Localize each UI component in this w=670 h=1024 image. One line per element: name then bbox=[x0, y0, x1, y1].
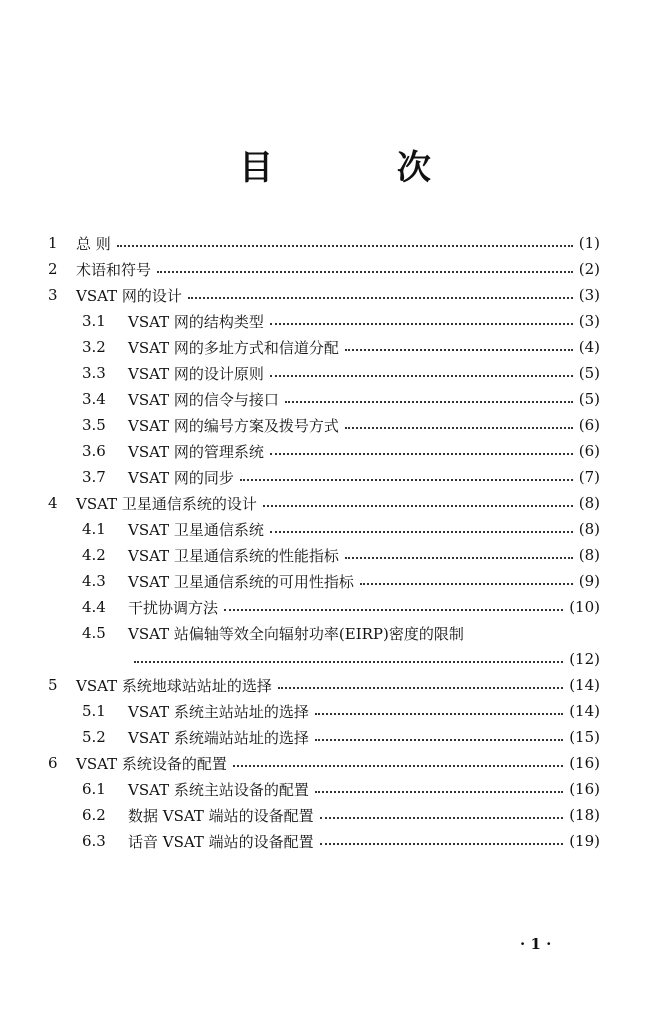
toc-entry bbox=[48, 828, 600, 854]
toc-entry-title: VSAT 网的结构类型 bbox=[128, 312, 264, 331]
toc-entry-title: 话音 VSAT 端站的设备配置 bbox=[128, 832, 314, 851]
toc-entry-page: (16) bbox=[569, 754, 600, 772]
toc-entry-title: VSAT 网的信令与接口 bbox=[128, 390, 279, 409]
dot-leader bbox=[233, 765, 563, 767]
toc-entry-title: VSAT 系统设备的配置 bbox=[76, 754, 227, 773]
toc-entry-number: 3.2 bbox=[82, 338, 106, 356]
toc-entry-title: VSAT 网的设计 bbox=[76, 286, 182, 305]
toc-entry-page: (19) bbox=[569, 832, 600, 850]
toc-entry-number: 4.5 bbox=[82, 624, 106, 642]
toc-entry bbox=[48, 464, 600, 490]
dot-leader bbox=[270, 453, 573, 455]
page-number: · 1 · bbox=[520, 935, 552, 953]
toc-entry-page: (12) bbox=[569, 650, 600, 668]
toc-entry-title: VSAT 网的编号方案及拨号方式 bbox=[128, 416, 339, 435]
toc-entry-title: VSAT 卫星通信系统 bbox=[128, 520, 264, 539]
toc-entry-number: 4.4 bbox=[82, 598, 106, 616]
toc-entry-number: 5 bbox=[48, 676, 58, 694]
toc-entry-title: 总 则 bbox=[76, 234, 111, 253]
toc-entry bbox=[48, 490, 600, 516]
toc-entry-page: (9) bbox=[578, 572, 600, 590]
dot-leader bbox=[345, 557, 573, 559]
toc-entry bbox=[48, 620, 600, 646]
toc-entry-number: 3.7 bbox=[82, 468, 106, 486]
toc-entry bbox=[48, 750, 600, 776]
toc-entry bbox=[48, 308, 600, 334]
toc-entry-number: 3.1 bbox=[82, 312, 106, 330]
toc-entry-number: 3.4 bbox=[82, 390, 106, 408]
toc-entry bbox=[48, 672, 600, 698]
dot-leader bbox=[360, 583, 573, 585]
toc-entry bbox=[48, 776, 600, 802]
toc-entry-page: (5) bbox=[578, 364, 600, 382]
toc-entry-title: VSAT 系统端站站址的选择 bbox=[128, 728, 309, 747]
toc-entry bbox=[48, 230, 600, 256]
toc-entry-number: 3.6 bbox=[82, 442, 106, 460]
toc-entry-title: 干扰协调方法 bbox=[128, 598, 219, 617]
toc-entry-page: (6) bbox=[578, 442, 600, 460]
toc-entry-title: VSAT 卫星通信系统的设计 bbox=[76, 494, 257, 513]
toc-entry-title: VSAT 网的设计原则 bbox=[128, 364, 264, 383]
table-of-contents bbox=[48, 230, 600, 854]
toc-entry-page: (6) bbox=[578, 416, 600, 434]
toc-entry bbox=[48, 802, 600, 828]
dot-leader bbox=[320, 843, 564, 845]
toc-entry bbox=[48, 256, 600, 282]
toc-entry-number: 1 bbox=[48, 234, 58, 252]
toc-entry-number: 5.2 bbox=[82, 728, 106, 746]
toc-entry-number: 3.5 bbox=[82, 416, 106, 434]
toc-entry-number: 4.2 bbox=[82, 546, 106, 564]
toc-entry-page: (7) bbox=[578, 468, 600, 486]
toc-entry-page: (4) bbox=[578, 338, 600, 356]
toc-entry-page: (2) bbox=[578, 260, 600, 278]
dot-leader bbox=[134, 661, 563, 663]
toc-entry-number: 6.3 bbox=[82, 832, 106, 850]
dot-leader bbox=[315, 791, 563, 793]
toc-entry-page: (8) bbox=[578, 494, 600, 512]
toc-entry-page: (5) bbox=[578, 390, 600, 408]
dot-leader bbox=[270, 375, 573, 377]
toc-entry-title: VSAT 卫星通信系统的可用性指标 bbox=[128, 572, 354, 591]
toc-entry-page: (8) bbox=[578, 520, 600, 538]
toc-entry bbox=[48, 516, 600, 542]
page-title: 目 次 bbox=[239, 148, 487, 188]
toc-entry-number: 3.3 bbox=[82, 364, 106, 382]
toc-entry-number: 6.2 bbox=[82, 806, 106, 824]
toc-entry-title: VSAT 网的同步 bbox=[128, 468, 234, 487]
dot-leader bbox=[224, 609, 563, 611]
dot-leader bbox=[270, 531, 573, 533]
toc-entry-number: 6.1 bbox=[82, 780, 106, 798]
dot-leader bbox=[240, 479, 573, 481]
toc-entry bbox=[48, 594, 600, 620]
toc-entry-number: 4.3 bbox=[82, 572, 106, 590]
dot-leader bbox=[270, 323, 573, 325]
toc-entry bbox=[48, 438, 600, 464]
toc-entry-page: (3) bbox=[578, 286, 600, 304]
toc-entry bbox=[48, 334, 600, 360]
toc-entry-title: VSAT 网的管理系统 bbox=[128, 442, 264, 461]
toc-entry-page: (1) bbox=[578, 234, 600, 252]
toc-entry-title: VSAT 站偏轴等效全向辐射功率(EIRP)密度的限制 bbox=[128, 624, 464, 643]
toc-entry-page: (15) bbox=[569, 728, 600, 746]
toc-entry-page: (14) bbox=[569, 676, 600, 694]
toc-entry-page: (14) bbox=[569, 702, 600, 720]
toc-entry-number: 6 bbox=[48, 754, 58, 772]
toc-entry bbox=[48, 646, 600, 672]
toc-entry-title: 术语和符号 bbox=[76, 260, 152, 279]
dot-leader bbox=[345, 349, 573, 351]
dot-leader bbox=[157, 271, 573, 273]
toc-entry-number: 4 bbox=[48, 494, 58, 512]
toc-entry bbox=[48, 568, 600, 594]
toc-entry-number: 5.1 bbox=[82, 702, 106, 720]
toc-entry-number: 3 bbox=[48, 286, 58, 304]
toc-entry-page: (18) bbox=[569, 806, 600, 824]
toc-entry bbox=[48, 724, 600, 750]
toc-entry-title: VSAT 卫星通信系统的性能指标 bbox=[128, 546, 339, 565]
dot-leader bbox=[345, 427, 573, 429]
toc-entry-page: (8) bbox=[578, 546, 600, 564]
dot-leader bbox=[315, 739, 563, 741]
toc-entry-page: (10) bbox=[569, 598, 600, 616]
toc-entry bbox=[48, 412, 600, 438]
toc-entry-title: VSAT 网的多址方式和信道分配 bbox=[128, 338, 339, 357]
toc-entry-title: 数据 VSAT 端站的设备配置 bbox=[128, 806, 314, 825]
toc-entry bbox=[48, 386, 600, 412]
dot-leader bbox=[117, 245, 573, 247]
toc-entry-number: 4.1 bbox=[82, 520, 106, 538]
toc-entry-page: (16) bbox=[569, 780, 600, 798]
toc-entry-number: 2 bbox=[48, 260, 58, 278]
dot-leader bbox=[285, 401, 573, 403]
toc-entry-title: VSAT 系统地球站站址的选择 bbox=[76, 676, 272, 695]
toc-entry bbox=[48, 542, 600, 568]
dot-leader bbox=[278, 687, 563, 689]
dot-leader bbox=[263, 505, 573, 507]
toc-entry-title: VSAT 系统主站站址的选择 bbox=[128, 702, 309, 721]
dot-leader bbox=[315, 713, 563, 715]
dot-leader bbox=[320, 817, 564, 819]
toc-entry bbox=[48, 698, 600, 724]
toc-entry bbox=[48, 282, 600, 308]
dot-leader bbox=[188, 297, 573, 299]
toc-entry-title: VSAT 系统主站设备的配置 bbox=[128, 780, 309, 799]
toc-entry-page: (3) bbox=[578, 312, 600, 330]
toc-entry bbox=[48, 360, 600, 386]
